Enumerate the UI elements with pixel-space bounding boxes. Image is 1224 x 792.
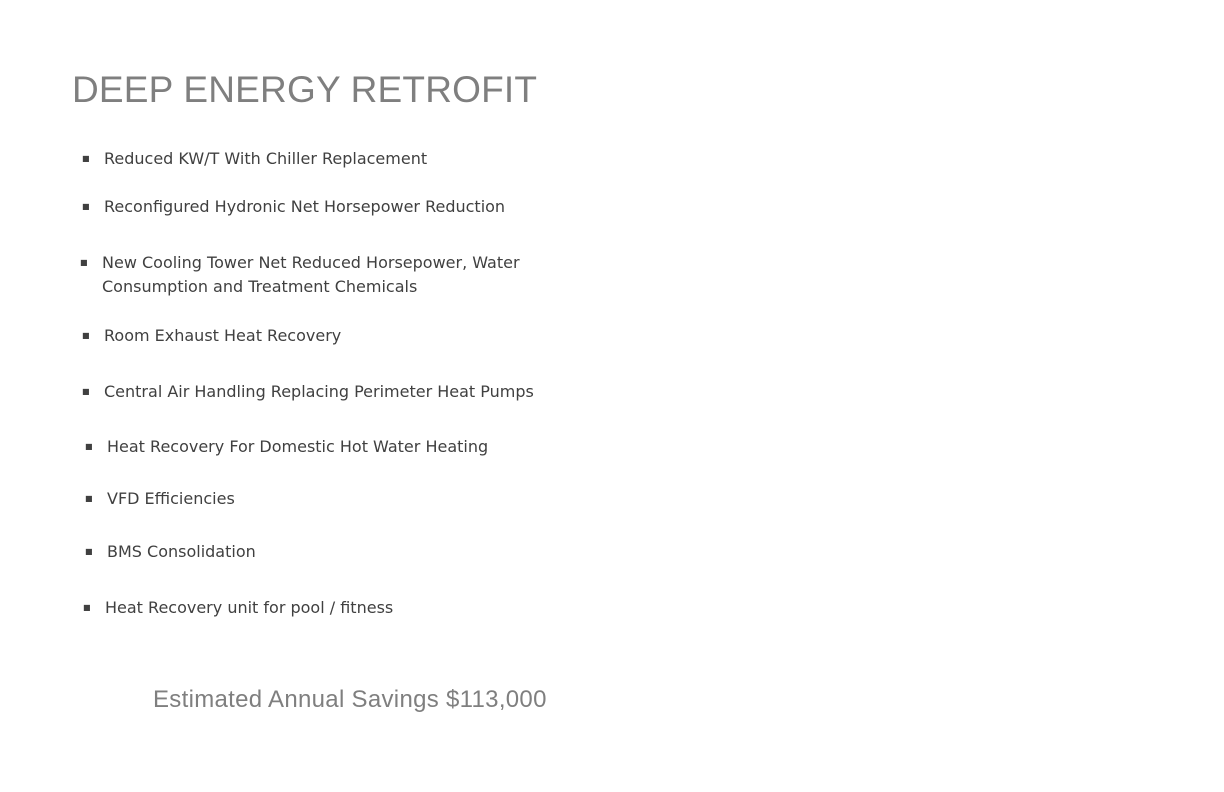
square-bullet-icon: ■: [80, 258, 88, 267]
square-bullet-icon: ■: [85, 442, 93, 451]
square-bullet-icon: ■: [82, 331, 90, 340]
square-bullet-icon: ■: [85, 547, 93, 556]
list-item-text: Heat Recovery For Domestic Hot Water Heating: [107, 437, 489, 456]
list-item-text: Reduced KW/T With Chiller Replacement: [104, 149, 428, 168]
list-item-text: Reconfigured Hydronic Net Horsepower Reduction: [104, 197, 506, 216]
list-item-text: VFD Efficiencies: [107, 489, 235, 508]
list-item-text: BMS Consolidation: [107, 542, 256, 561]
list-item: [83, 435, 488, 459]
list-item: [78, 251, 520, 299]
list-item-text-line-2: Consumption and Treatment Chemicals: [102, 277, 418, 296]
list-item-text: Heat Recovery unit for pool / fitness: [105, 598, 394, 617]
list-item: [80, 147, 427, 171]
estimated-savings: Estimated Annual Savings $113,000: [153, 686, 547, 713]
list-item: [81, 596, 393, 620]
list-item: [80, 380, 534, 404]
list-item-text: Central Air Handling Replacing Perimeter Heat Pumps: [104, 382, 534, 401]
square-bullet-icon: ■: [82, 387, 90, 396]
page-title: DEEP ENERGY RETROFIT: [72, 69, 538, 110]
list-item-text: [102, 251, 520, 299]
list-item-text: Room Exhaust Heat Recovery: [104, 326, 342, 345]
square-bullet-icon: ■: [83, 603, 91, 612]
list-item: [80, 324, 341, 348]
square-bullet-icon: ■: [82, 202, 90, 211]
list-item: [83, 487, 235, 511]
square-bullet-icon: ■: [85, 494, 93, 503]
list-item: [80, 195, 505, 219]
square-bullet-icon: ■: [82, 154, 90, 163]
list-item-text-line-1: New Cooling Tower Net Reduced Horsepower, Water: [102, 253, 520, 272]
list-item: [83, 540, 256, 564]
